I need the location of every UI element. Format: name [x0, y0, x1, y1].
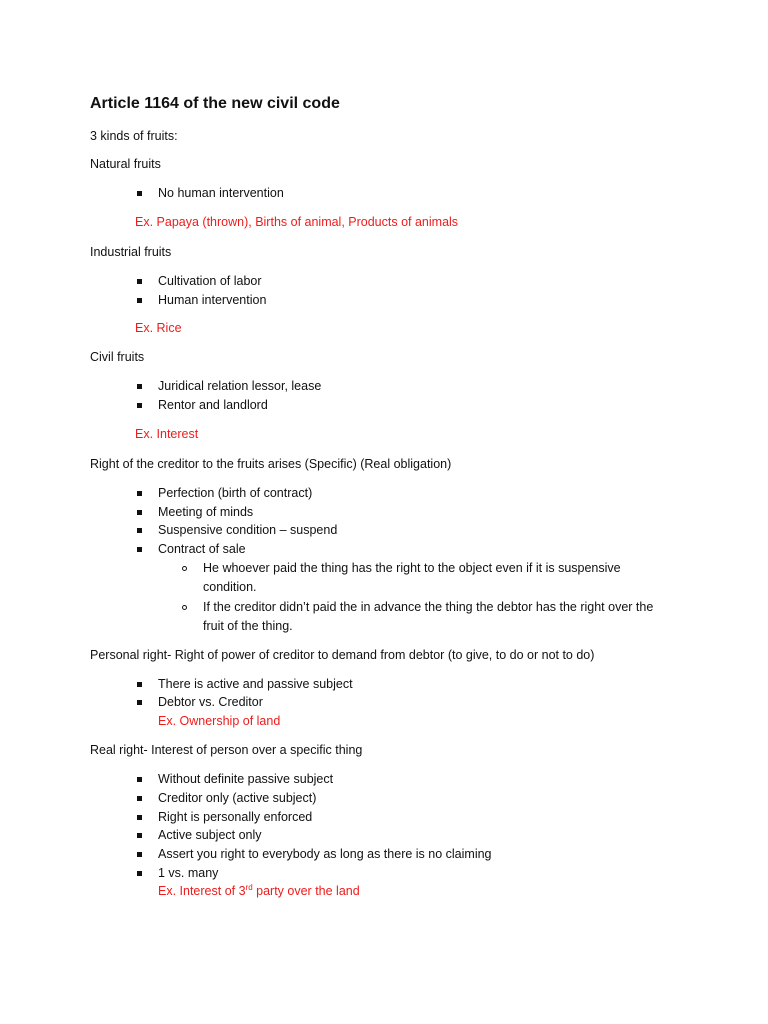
creditor-subitem: If the creditor didn’t paid the in advance the thing the debtor has the right over the fruit of the thing.: [203, 598, 663, 636]
real-example: [158, 884, 360, 898]
industrial-item: Human intervention: [158, 293, 267, 307]
document-title: Article 1164 of the new civil code: [90, 95, 340, 112]
personal-item: There is active and passive subject: [158, 677, 353, 691]
real-item: Assert you right to everybody as long as there is no claiming: [158, 847, 492, 861]
personal-example: Ex. Ownership of land: [158, 714, 281, 728]
civil-fruits-heading: Civil fruits: [90, 350, 145, 364]
real-example-post: party over the land: [252, 884, 360, 898]
natural-fruits-heading: Natural fruits: [90, 157, 161, 171]
real-example-pre: Ex. Interest of 3: [158, 884, 246, 898]
real-item: Right is personally enforced: [158, 810, 313, 824]
creditor-item: Meeting of minds: [158, 505, 254, 519]
real-example-sup: rd: [245, 882, 253, 892]
civil-item: Juridical relation lessor, lease: [158, 379, 322, 393]
industrial-example: Ex. Rice: [135, 321, 182, 335]
civil-example: Ex. Interest: [135, 427, 199, 441]
industrial-item: Cultivation of labor: [158, 274, 262, 288]
creditor-item: Contract of sale: [158, 542, 246, 556]
natural-item: No human intervention: [158, 186, 284, 200]
creditor-right-heading: Right of the creditor to the fruits arises (Specific) (Real obligation): [90, 457, 452, 471]
personal-item: Debtor vs. Creditor: [158, 695, 263, 709]
kinds-heading: 3 kinds of fruits:: [90, 129, 178, 143]
real-item: Without definite passive subject: [158, 772, 334, 786]
personal-right-heading: Personal right- Right of power of creditor to demand from debtor (to give, to do or not to do): [90, 648, 595, 662]
creditor-item: Suspensive condition – suspend: [158, 523, 338, 537]
real-item: 1 vs. many: [158, 866, 219, 880]
real-item: Creditor only (active subject): [158, 791, 317, 805]
civil-item: Rentor and landlord: [158, 398, 268, 412]
industrial-fruits-heading: Industrial fruits: [90, 245, 172, 259]
real-right-heading: Real right- Interest of person over a specific thing: [90, 743, 363, 757]
real-item: Active subject only: [158, 828, 262, 842]
natural-example: Ex. Papaya (thrown), Births of animal, Products of animals: [135, 215, 459, 229]
creditor-subitem: He whoever paid the thing has the right to the object even if it is suspensive condition.: [203, 559, 663, 597]
creditor-item: Perfection (birth of contract): [158, 486, 313, 500]
